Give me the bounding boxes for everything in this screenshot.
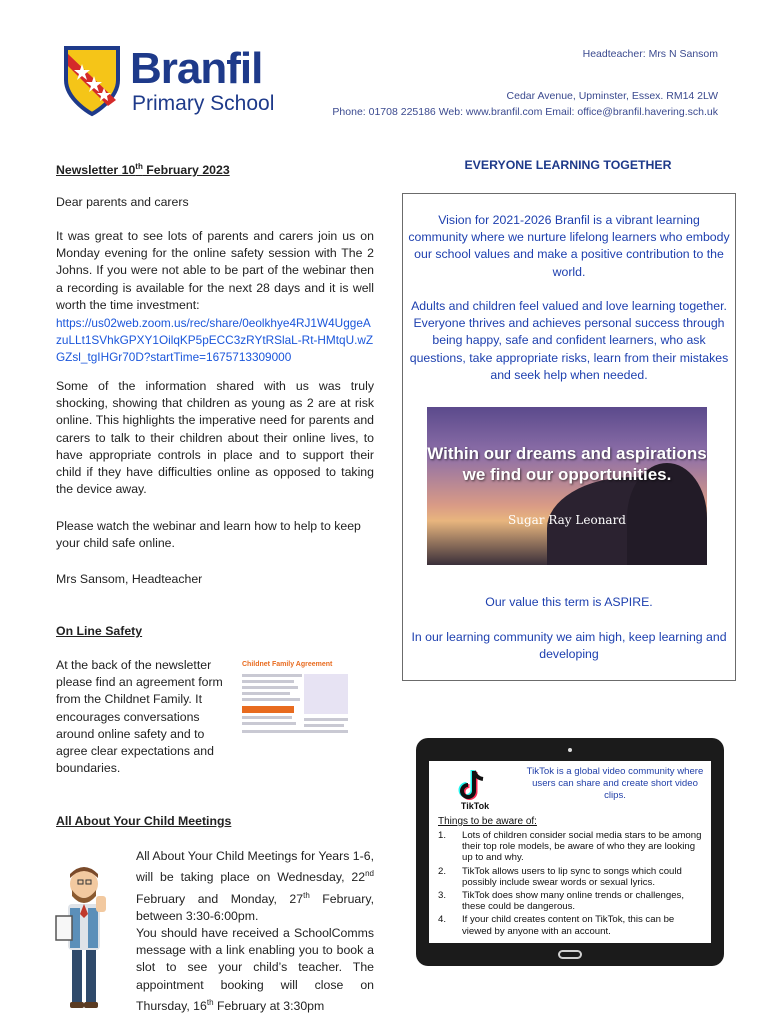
aim-statement: In our learning community we aim high, keep learning and developing	[411, 630, 727, 662]
quote-author: Sugar Ray Leonard	[508, 513, 626, 527]
home-button-icon	[558, 950, 582, 959]
term-value: Our value this term is ASPIRE.	[485, 595, 653, 609]
greeting: Dear parents and carers	[56, 195, 189, 209]
list-item: 4. If your child creates content on TikTok, this can be viewed by anyone with an account.	[438, 914, 675, 937]
list-item: 1. Lots of children consider social media stars to be among their top role models, be aware of who they are looking up to and why.	[438, 830, 702, 864]
meetings-title: All About Your Child Meetings	[56, 814, 232, 828]
address-line: Cedar Avenue, Upminster, Essex. RM14 2LW	[506, 90, 718, 102]
list-item: 3. TikTok does show many online trends or challenges, these could be dangerous.	[438, 890, 685, 913]
webinar-link[interactable]: https://us02web.zoom.us/rec/share/0eolkhye4RJ1W4UggeAzuLLt1SVhkGPXY1OilqKP5pECC3zRYtRSlaL-Rt-HMtqU.wZGZsl_tgIHGr70D?startTime=1675713309000	[56, 316, 374, 365]
vision-paragraph: Vision for 2021-2026 Branfil is a vibrant learning community where we nurture lifelong learners who embody our school values and make a positive contribution to the world.	[408, 213, 730, 279]
family-agreement-thumbnail	[242, 660, 350, 740]
motto-heading: EVERYONE LEARNING TOGETHER	[464, 158, 672, 172]
teacher-on-phone-illustration	[44, 856, 124, 1016]
quote-image	[427, 407, 707, 565]
headteacher-line: Headteacher: Mrs N Sansom	[582, 48, 718, 60]
meetings-text: All About Your Child Meetings for Years 1-6, will be taking place on Wednesday, 22nd February and Monday, 27th February, between 3:30-6:00pm. You should have received a SchoolComms message with a link enabling you to book a slot to see your child’s teacher. The appointment booking will close on Thursday, 16th February at 3:30pm	[136, 849, 374, 1013]
tiktok-description: TikTok is a global video community where users can share and create short video clips.	[526, 766, 704, 801]
signoff: Mrs Sansom, Headteacher	[56, 572, 203, 586]
camera-icon	[568, 748, 572, 752]
tiktok-list	[438, 830, 706, 939]
tiktok-aware-title: Things to be aware of:	[438, 816, 537, 827]
shield-logo-icon	[62, 44, 122, 118]
contact-line: Phone: 01708 225186 Web: www.branfil.com Email: office@branfil.havering.sch.uk	[332, 106, 718, 118]
school-logo	[62, 44, 292, 124]
quote-text: Within our dreams and aspirations we find our opportunities.	[427, 444, 707, 484]
watch-paragraph: Please watch the webinar and learn how to help to keep your child safe online.	[56, 519, 361, 551]
values-paragraph: Adults and children feel valued and love learning together. Everyone thrives and achieves personal success through being happy, safe and confident learners, who ask questions, take appropriate risks, learn from their mistakes and seek help when needed.	[409, 299, 729, 382]
online-safety-title: On Line Safety	[56, 624, 143, 638]
agreement-thumb-title: Childnet Family Agreement	[242, 661, 333, 668]
school-subtitle: Primary School	[132, 92, 275, 115]
tiktok-logo-icon	[452, 765, 492, 805]
header-info	[332, 46, 718, 120]
webinar-paragraph: It was great to see lots of parents and carers join us on Monday evening for the online safety session with The 2 Johns. If you were not able to be part of the webinar then a recording is available for the next 28 days and it is well worth the time investment:	[56, 229, 374, 312]
school-name: Branfil	[130, 44, 263, 93]
newsletter-title: Newsletter 10th February 2023	[56, 162, 230, 178]
online-risk-paragraph: Some of the information shared with us was truly shocking, showing that children as young as 2 are at risk online. This highlights the imperative need for parents and carers to talk to their children about their online lives, to have appropriate controls in place and to support their child if they have difficulties online as opposed to taking the device away.	[56, 379, 374, 497]
tiktok-name: TikTok	[460, 801, 490, 811]
list-item: 2. TikTok allows users to lip sync to songs which could possibly include swear words or sexual lyrics.	[438, 865, 682, 888]
online-safety-text: At the back of the newsletter please find an agreement form from the Childnet Family. It encourages conversations around online safety and to agree clear expectations and boundaries.	[56, 658, 223, 776]
